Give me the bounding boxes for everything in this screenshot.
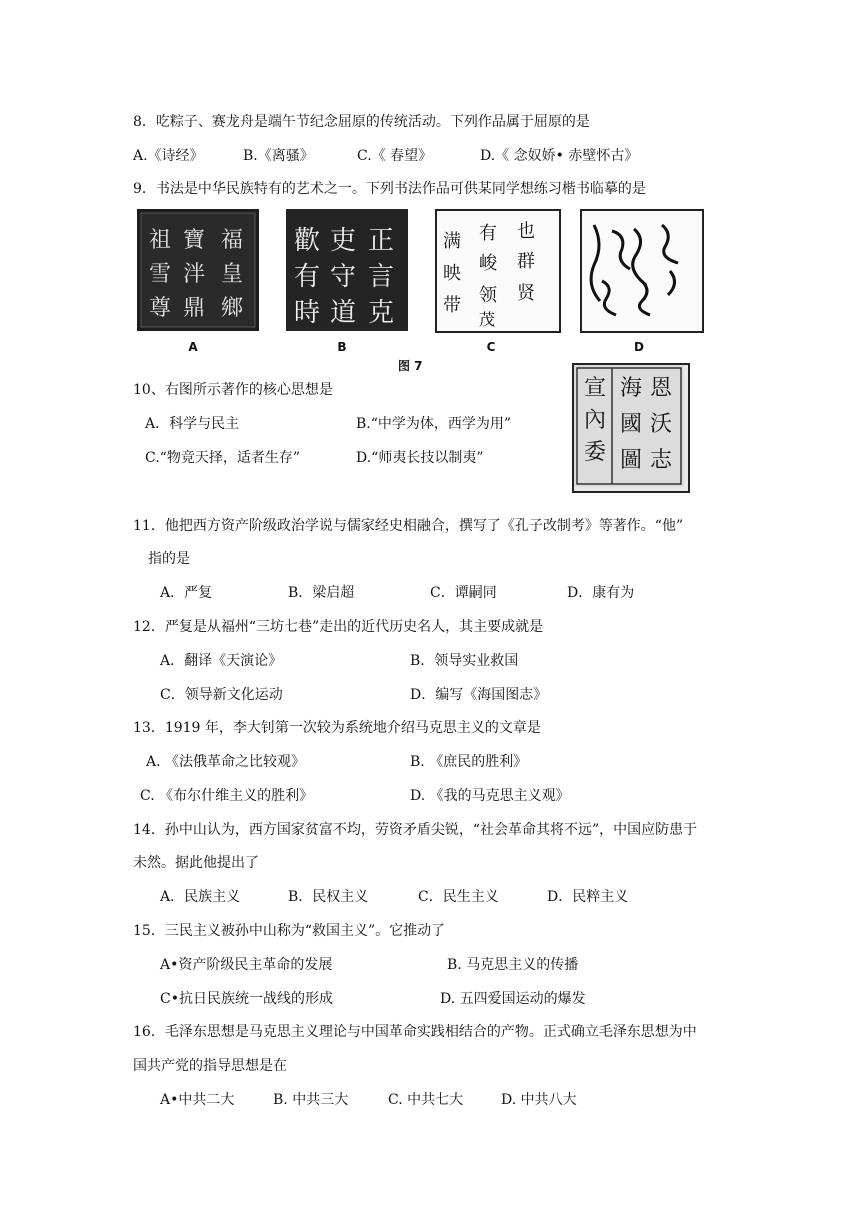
question-11-stem-cont: 指的是 [148, 551, 190, 567]
svg-text:正: 正 [368, 226, 395, 256]
question-16-stem-cont: 国共产党的指导思想是在 [133, 1058, 287, 1074]
question-16-option-d[interactable]: D. 中共八大 [501, 1092, 577, 1108]
question-14-stem: 14．孙中山认为，西方国家贫富不均，劳资矛盾尖锐，“社会革命其将不远”，中国应防患于 [133, 822, 698, 838]
svg-text:领: 领 [479, 285, 497, 306]
calligraphy-image-d[interactable] [580, 209, 704, 333]
question-13-option-a[interactable]: A. 《法俄革命之比较观》 [146, 754, 306, 770]
question-8-stem: 8．吃粽子、赛龙舟是端午节纪念屈原的传统活动。下列作品属于屈原的是 [133, 114, 590, 130]
svg-text:克: 克 [368, 298, 395, 328]
svg-text:鼎: 鼎 [183, 296, 206, 321]
calligraphy-label-b: B [337, 340, 347, 354]
svg-text:雪: 雪 [149, 262, 172, 287]
question-8-option-b[interactable]: B.《离骚》 [243, 148, 314, 164]
svg-text:尊: 尊 [149, 296, 172, 321]
question-12-option-b[interactable]: B．领导实业救国 [410, 653, 519, 669]
question-16-stem: 16．毛泽东思想是马克思主义理论与中国革命实践相结合的产物。正式确立毛泽东思想为中 [133, 1024, 697, 1040]
question-10-stem: 10、右图所示著作的核心思想是 [133, 382, 333, 398]
svg-text:带: 带 [443, 295, 461, 316]
question-14-stem-cont: 未然。据此他提出了 [133, 855, 259, 871]
question-11-option-b[interactable]: B．梁启超 [288, 585, 355, 601]
question-14-option-c[interactable]: C．民生主义 [418, 889, 499, 905]
svg-text:有: 有 [479, 223, 497, 244]
question-11-option-d[interactable]: D．康有为 [567, 585, 635, 601]
svg-text:映: 映 [443, 263, 461, 284]
svg-text:委: 委 [584, 440, 607, 465]
question-8-option-c[interactable]: C.《 春望》 [357, 148, 433, 164]
book-cover-image[interactable] [572, 363, 690, 493]
question-16-option-b[interactable]: B. 中共三大 [273, 1092, 349, 1108]
question-15-option-a[interactable]: A•资产阶级民主革命的发展 [160, 957, 333, 973]
calligraphy-label-a: A [188, 340, 198, 354]
svg-text:有: 有 [294, 262, 321, 292]
svg-text:满: 满 [443, 231, 461, 252]
question-13-option-d[interactable]: D. 《我的马克思主义观》 [410, 788, 570, 804]
svg-text:道: 道 [330, 298, 357, 328]
question-8-option-a[interactable]: A.《诗经》 [133, 148, 204, 164]
svg-text:寶: 寶 [183, 228, 206, 253]
svg-text:沃: 沃 [650, 412, 673, 437]
question-11-option-c[interactable]: C．谭嗣同 [430, 585, 497, 601]
svg-text:鄉: 鄉 [221, 296, 244, 321]
question-16-option-a[interactable]: A•中共二大 [160, 1092, 235, 1108]
question-16-option-c[interactable]: C. 中共七大 [388, 1092, 464, 1108]
question-15-option-d[interactable]: D. 五四爱国运动的爆发 [440, 991, 586, 1007]
svg-text:群: 群 [517, 251, 535, 272]
svg-text:內: 內 [584, 408, 607, 433]
question-15-option-c[interactable]: C•抗日民族统一战线的形成 [160, 991, 333, 1007]
svg-text:福: 福 [221, 228, 244, 253]
svg-text:茂: 茂 [479, 310, 496, 327]
svg-text:國: 國 [620, 412, 643, 437]
question-8-option-d[interactable]: D.《 念奴娇• 赤壁怀古》 [480, 148, 639, 164]
calligraphy-image-c[interactable] [435, 209, 561, 333]
svg-text:歡: 歡 [294, 226, 321, 256]
svg-text:峻: 峻 [479, 253, 497, 274]
question-14-option-a[interactable]: A．民族主义 [160, 889, 241, 905]
figure-label: 图 7 [398, 359, 423, 373]
svg-text:贤: 贤 [517, 283, 535, 304]
question-14-option-b[interactable]: B．民权主义 [288, 889, 369, 905]
calligraphy-label-d: D [634, 340, 644, 354]
svg-text:宣: 宣 [584, 376, 607, 401]
question-10-option-a[interactable]: A．科学与民主 [145, 416, 240, 432]
svg-text:恩: 恩 [650, 376, 673, 401]
question-13-stem: 13．1919 年，李大钊第一次较为系统地介绍马克思主义的文章是 [133, 720, 541, 736]
question-12-option-a[interactable]: A．翻译《天演论》 [160, 653, 283, 669]
svg-text:皇: 皇 [221, 262, 244, 287]
question-12-option-d[interactable]: D．编写《海国图志》 [410, 687, 548, 703]
calligraphy-label-c: C [486, 340, 496, 354]
calligraphy-image-b[interactable] [286, 209, 408, 331]
question-12-option-c[interactable]: C．领导新文化运动 [160, 687, 283, 703]
svg-text:祖: 祖 [149, 228, 172, 253]
question-11-option-a[interactable]: A．严复 [160, 585, 213, 601]
question-13-option-c[interactable]: C. 《布尔什维主义的胜利》 [140, 788, 314, 804]
question-15-option-b[interactable]: B. 马克思主义的传播 [447, 957, 579, 973]
question-10-option-d[interactable]: D.“师夷长技以制夷” [356, 450, 484, 466]
svg-text:志: 志 [650, 448, 673, 473]
question-14-option-d[interactable]: D．民粹主义 [547, 889, 629, 905]
question-9-stem: 9．书法是中华民族特有的艺术之一。下列书法作品可供某同学想练习楷书临摹的是 [133, 181, 646, 197]
question-10-option-c[interactable]: C.“物竞天择，适者生存” [145, 450, 300, 466]
svg-text:泮: 泮 [183, 262, 206, 287]
svg-text:守: 守 [330, 262, 357, 292]
svg-text:也: 也 [517, 221, 535, 242]
svg-text:言: 言 [368, 262, 395, 292]
calligraphy-image-a[interactable] [137, 209, 259, 331]
question-11-stem: 11．他把西方资产阶级政治学说与儒家经史相融合，撰写了《孔子改制考》等著作。“他” [133, 518, 684, 534]
question-12-stem: 12．严复是从福州“三坊七巷”走出的近代历史名人，其主要成就是 [133, 619, 544, 635]
svg-text:圖: 圖 [620, 448, 643, 473]
question-13-option-b[interactable]: B. 《庶民的胜利》 [410, 754, 528, 770]
svg-text:吏: 吏 [330, 226, 357, 256]
svg-text:時: 時 [294, 298, 321, 328]
svg-text:海: 海 [620, 376, 643, 401]
question-10-option-b[interactable]: B.“中学为体，西学为用” [356, 416, 512, 432]
question-15-stem: 15．三民主义被孙中山称为“救国主义”。它推动了 [133, 923, 446, 939]
